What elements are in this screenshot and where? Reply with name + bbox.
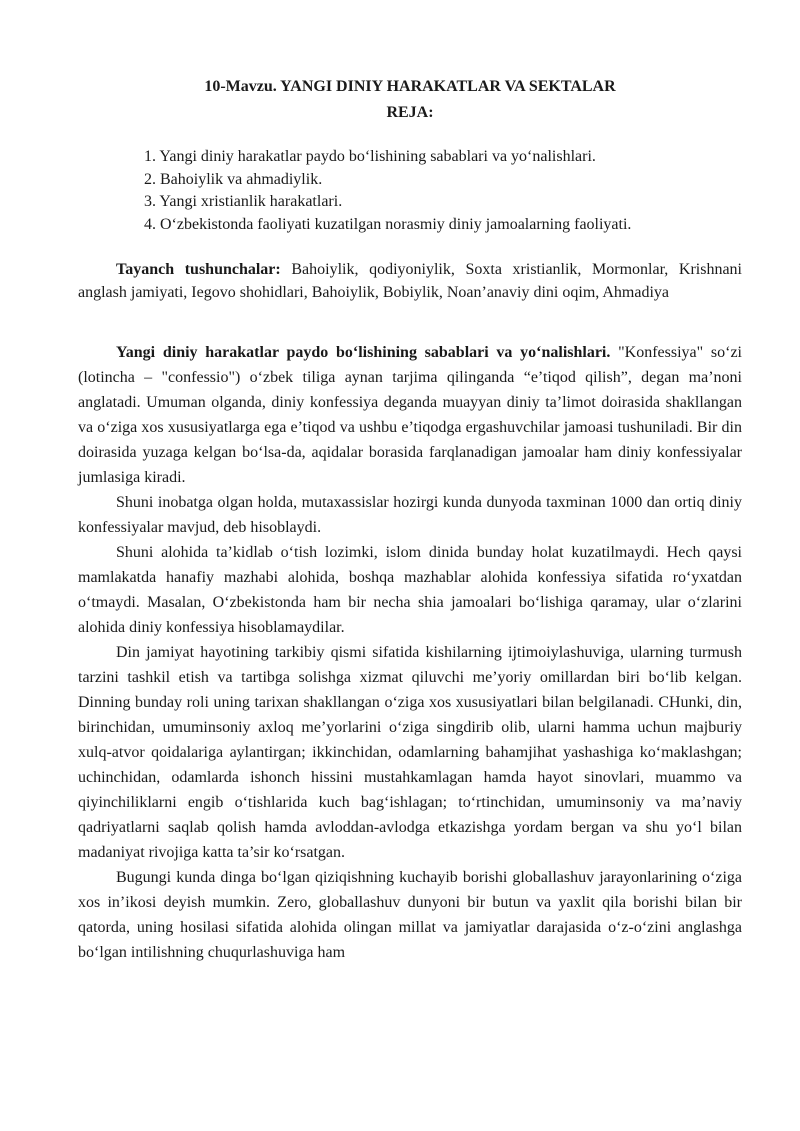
- plan-heading: REJA:: [386, 104, 434, 121]
- plan-item: 3. Yangi xristianlik harakatlari.: [144, 193, 343, 210]
- body-paragraph: Shuni inobatga olgan holda, mutaxassislar hozirgi kunda dunyoda taxminan 1000 dan ortiq diniy konfessiyalar mavjud, deb hisoblaydi.: [78, 494, 742, 536]
- body-paragraph: Bugungi kunda dinga bo‘lgan qiziqishning kuchayib borishi globallashuv jarayonlarining o‘ziga xos in’ikosi deyish mumkin. Zero, globallashuv dunyoni bir butun va yaxlit qila borishi bilan bir qatorda, uning hosilasi sifatida alohida olingan millat va jamiyatlar darajasida o‘z-o‘zini anglashga bo‘lgan intilishning chuqurlashuviga ham: [78, 869, 742, 961]
- plan-item: 2. Bahoiylik va ahmadiylik.: [144, 170, 323, 188]
- section-body: [78, 340, 742, 965]
- plan-item: 4. O‘zbekistonda faoliyati kuzatilgan norasmiy diniy jamoalarning faoliyati.: [144, 215, 632, 233]
- key-concepts: [78, 259, 742, 304]
- body-paragraph: Din jamiyat hayotining tarkibiy qismi sifatida kishilarning ijtimoiylashuviga, ularning turmush tarzini tashkil etish va tartibga solishga xizmat qiluvchi me’yoriy omillardan biri bo‘lib kelgan. Dinning bunday roli uning tarixan shakllangan o‘ziga xos xususiyatlari bilan belgilanadi. CHunki, din, birinchidan, umuminsoniy axloq me’yorlarini o‘ziga singdirib olib, ularni hamma uchun majburiy xulq-atvor qoidalariga aylantirgan; ikkinchidan, odamlarning bahamjihat yashashiga ko‘maklashgan; uchinchidan, odamlarda ishonch hissini mustahkamlagan hamda hayot sinovlari, muammo va qiyinchiliklarni engib o‘tishlarida kuch bag‘ishlagan; to‘rtinchidan, umuminsoniy va ma’naviy qadriyatlarni saqlab qolish hamda avloddan-avlodga etkazishga yordam bergan va shu yo‘l bilan madaniyat rivojiga katta ta’sir ko‘rsatgan.: [78, 644, 742, 861]
- plan-list: [78, 146, 742, 236]
- section-intro-text: "Konfessiya" so‘zi (lotincha – "confessio") o‘zbek tiliga aynan tarjima qilinganda “e’tiqod qilish”, degan ma’noni anglatadi. Umuman olganda, diniy konfessiya deganda muayyan diniy ta’limot doirasida shakllangan va o‘ziga xos xususiyatlarga ega e’tiqod va ushbu e’tiqodga ergashuvchilar jamoasi tushuniladi. Bir din doirasida yuzaga kelgan bo‘lsa-da, aqidalar borasida farqlanadigan jamoalar ham diniy konfessiyalar jumlasiga kiradi.: [78, 344, 742, 486]
- plan-item: 1. Yangi diniy harakatlar paydo bo‘lishining sabablari va yo‘nalishlari.: [144, 148, 596, 165]
- document-page: [78, 74, 742, 965]
- topic-title: 10-Mavzu. YANGI DINIY HARAKATLAR VA SEKTALAR: [204, 78, 616, 95]
- key-concepts-label: Tayanch tushunchalar:: [116, 261, 281, 278]
- key-concepts-text: Bahoiylik, qodiyoniylik, Soxta xristianlik, Mormonlar, Krishnani anglash jamiyati, Iegovo shohidlari, Bahoiylik, Bobiylik, Noan’anaviy dini oqim, Ahmadiya: [78, 261, 743, 301]
- body-paragraph: Shuni alohida ta’kidlab o‘tish lozimki, islom dinida bunday holat kuzatilmaydi. Hech qaysi mamlakatda hanafiy mazhabi alohida, boshqa mazhablar alohida konfessiya sifatida ro‘yxatdan o‘tmaydi. Masalan, O‘zbekistonda ham bir necha shia jamoalari bo‘lishiga qaramay, ular o‘zlarini alohida diniy konfessiya hisoblamaydilar.: [78, 544, 742, 636]
- section-intro-paragraph: [78, 340, 742, 490]
- section-heading: Yangi diniy harakatlar paydo bo‘lishining sabablari va yo‘nalishlari.: [116, 344, 611, 361]
